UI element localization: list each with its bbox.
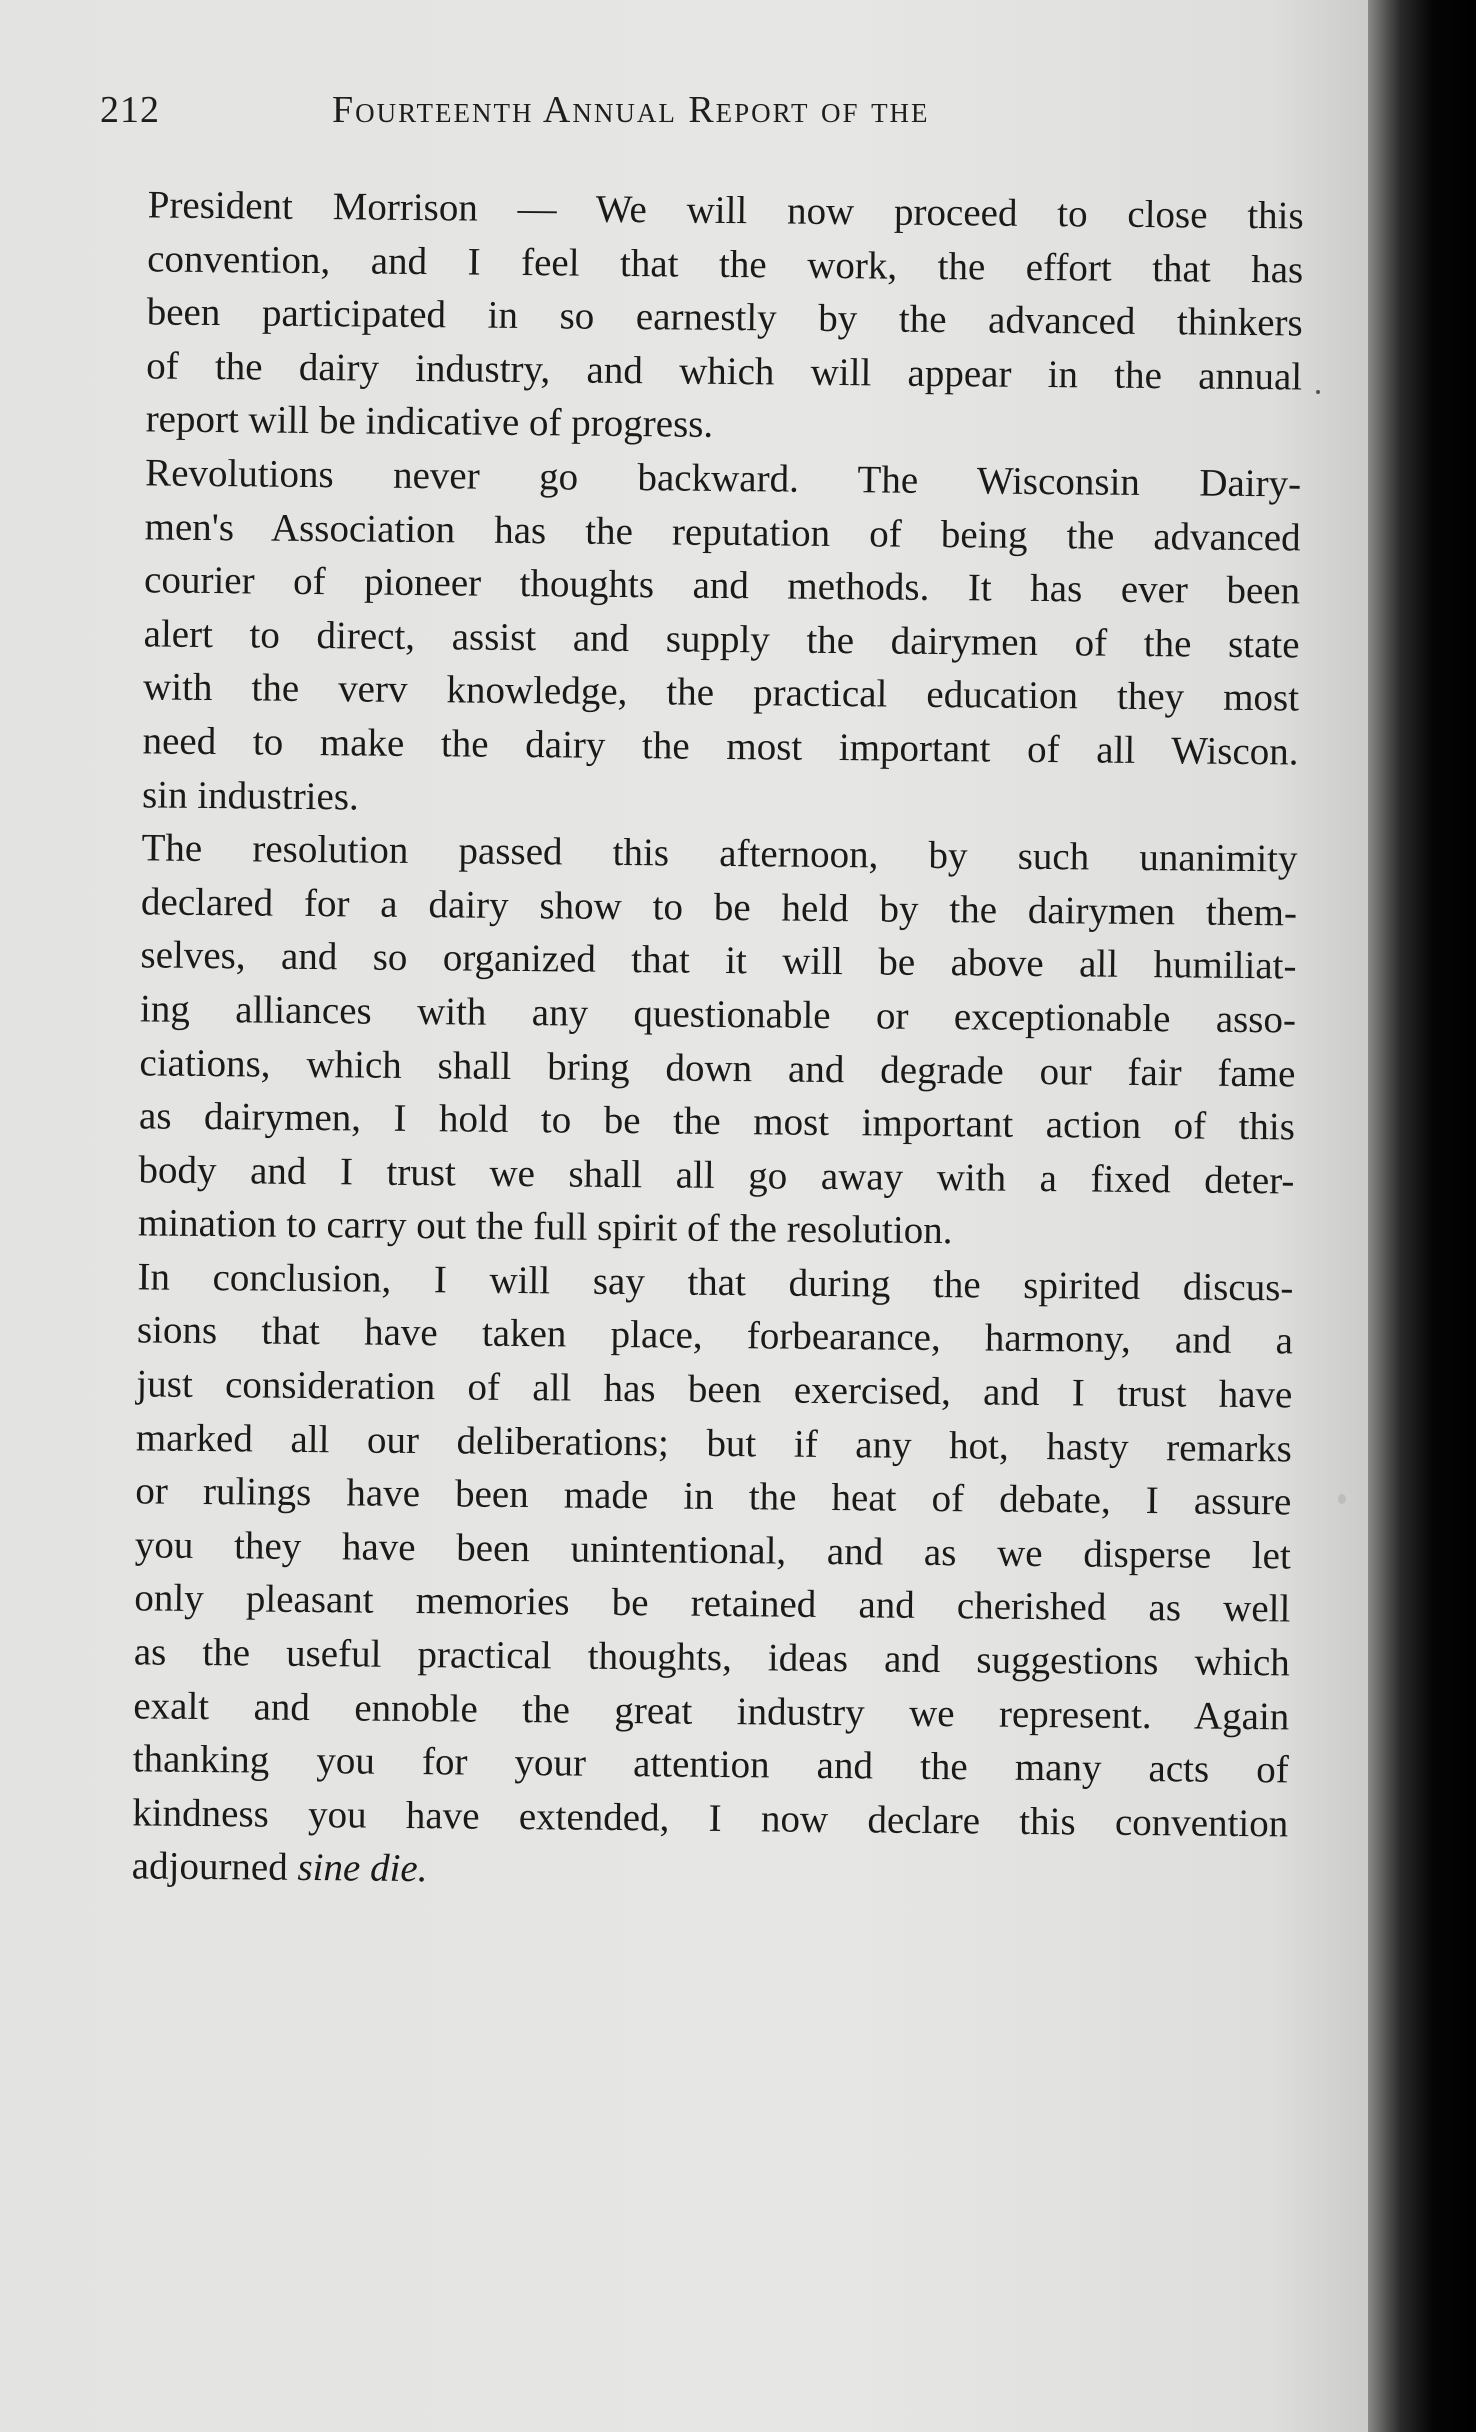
text-line: declared for a dairy show to be held by the dairymen them- xyxy=(140,880,1298,935)
text-line: sin industries. xyxy=(141,772,359,818)
paragraph-conclusion xyxy=(90,1250,1294,1905)
text-line: President Morrison — We will now proceed to close this xyxy=(147,183,1304,238)
text-line: or rulings have been made in the heat of debate, I assure xyxy=(135,1469,1292,1524)
text-line: need to make the dairy the most important of all Wiscon. xyxy=(142,719,1299,774)
text-line: been participated in so earnestly by the advanced thinkers xyxy=(146,290,1303,345)
text-line: men's Association has the reputation of being the advanced xyxy=(144,504,1301,560)
text-line: kindness you have extended, I now declare this convention xyxy=(132,1791,1289,1846)
running-title: Fourteenth Annual Report of the xyxy=(332,89,930,131)
text-line: ciations, which shall bring down and degrade our fair fame xyxy=(139,1040,1296,1095)
text-line: In conclusion, I will say that during the spirited discus- xyxy=(137,1255,1294,1310)
text-line: only pleasant memories be retained and cherished as well xyxy=(134,1576,1291,1631)
text-line: sions that have taken place, forbearance, harmony, and a xyxy=(136,1308,1294,1363)
paragraph-resolution xyxy=(96,821,1298,1261)
text-line: with the verv knowledge, the practical education they most xyxy=(142,665,1300,720)
page-header xyxy=(100,88,1080,138)
text-line: The resolution passed this afternoon, by such unanimity xyxy=(141,826,1298,881)
text-line: marked all our deliberations; but if any hot, hasty remarks xyxy=(135,1416,1293,1471)
ink-speck xyxy=(1338,1494,1346,1504)
text-line: mination to carry out the full spirit of the resolution. xyxy=(137,1201,953,1253)
page-number: 212 xyxy=(100,89,160,131)
text-line: exalt and ennoble the great industry we represent. Again xyxy=(133,1683,1290,1739)
text-line: report will be indicative of progress. xyxy=(145,397,714,447)
text-line: body and I trust we shall all go away with a fixed deter- xyxy=(138,1148,1295,1203)
ink-speck xyxy=(1316,390,1320,394)
text-line: thanking you for your attention and the many acts of xyxy=(132,1737,1289,1792)
text-line: ing alliances with any questionable or exceptionable asso- xyxy=(139,987,1297,1042)
closing-prefix: adjourned xyxy=(131,1844,298,1890)
text-line: convention, and I feel that the work, the effort that has xyxy=(147,236,1304,292)
text-line: courier of pioneer thoughts and methods. It has ever been xyxy=(143,558,1301,613)
paragraph-revolutions xyxy=(100,446,1302,833)
book-gutter-shadow xyxy=(1368,0,1476,2432)
closing-line xyxy=(90,1839,1288,1904)
paragraph-opening xyxy=(103,178,1304,457)
text-line: of the dairy industry, and which will appear in the annual xyxy=(145,344,1303,399)
text-line: selves, and so organized that it will be above all humiliat- xyxy=(140,933,1297,988)
text-line: alert to direct, assist and supply the dairymen of the state xyxy=(143,612,1300,667)
text-line: just consideration of all has been exercised, and I trust have xyxy=(136,1362,1293,1417)
body-text xyxy=(90,178,1304,1904)
text-line: as the useful practical thoughts, ideas and suggestions which xyxy=(133,1630,1291,1685)
text-line: you they have been unintentional, and as we disperse let xyxy=(134,1523,1292,1578)
closing-italic: sine die. xyxy=(297,1846,428,1891)
text-line: Revolutions never go backward. The Wisconsin Dairy- xyxy=(144,451,1302,506)
text-line: as dairymen, I hold to be the most important action of this xyxy=(138,1094,1296,1149)
